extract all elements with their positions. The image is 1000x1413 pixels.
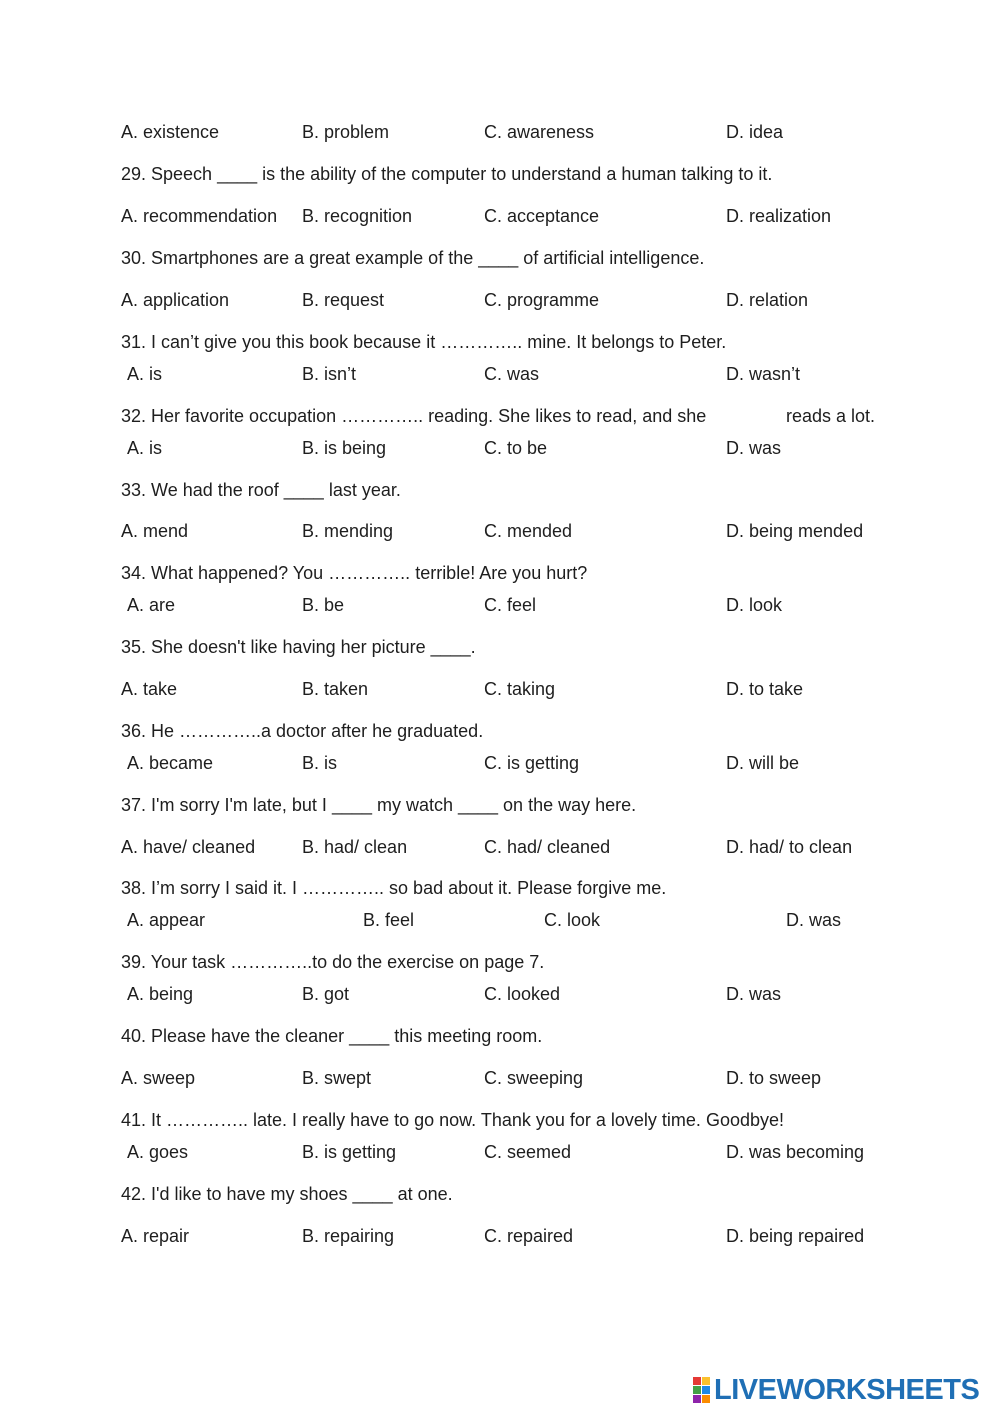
q38-stem: 38. I’m sorry I said it. I ………….. so bad about it. Please forgive me.: [121, 878, 667, 898]
q37-stem: 37. I'm sorry I'm late, but I ____ my watch ____ on the way here.: [121, 795, 637, 815]
q32-option-a[interactable]: A. is: [127, 438, 163, 458]
q30-option-c[interactable]: C. programme: [484, 290, 600, 310]
q29-option-b[interactable]: B. recognition: [302, 206, 413, 226]
logo-square-3: [693, 1386, 701, 1394]
q35-option-b[interactable]: B. taken: [302, 679, 369, 699]
q29-option-c[interactable]: C. acceptance: [484, 206, 600, 226]
q31-stem: 31. I can’t give you this book because it ………….. mine. It belongs to Peter.: [121, 332, 727, 352]
q32-option-c[interactable]: C. to be: [484, 438, 548, 458]
q41-stem: 41. It ………….. late. I really have to go now. Thank you for a lovely time. Goodbye!: [121, 1110, 784, 1130]
q42-stem: 42. I'd like to have my shoes ____ at one.: [121, 1184, 453, 1204]
q39-option-b[interactable]: B. got: [302, 984, 350, 1004]
q28-option-a[interactable]: A. existence: [121, 122, 220, 142]
q33-option-b[interactable]: B. mending: [302, 521, 394, 541]
q42-option-b[interactable]: B. repairing: [302, 1226, 395, 1246]
q37-option-a[interactable]: A. have/ cleaned: [121, 837, 256, 857]
q35-option-a[interactable]: A. take: [121, 679, 178, 699]
q38-option-c[interactable]: C. look: [544, 910, 601, 930]
q36-option-c[interactable]: C. is getting: [484, 753, 580, 773]
q32-option-b[interactable]: B. is being: [302, 438, 387, 458]
q41-option-d[interactable]: D. was becoming: [726, 1142, 865, 1162]
q31-option-a[interactable]: A. is: [127, 364, 163, 384]
q32-stem-tail: reads a lot.: [786, 406, 876, 426]
q36-option-b[interactable]: B. is: [302, 753, 338, 773]
q36-option-a[interactable]: A. became: [127, 753, 214, 773]
q34-option-c[interactable]: C. feel: [484, 595, 537, 615]
logo-mark-icon: [693, 1377, 710, 1403]
q30-option-d[interactable]: D. relation: [726, 290, 809, 310]
q39-option-a[interactable]: A. being: [127, 984, 194, 1004]
q37-option-d[interactable]: D. had/ to clean: [726, 837, 853, 857]
q28-option-c[interactable]: C. awareness: [484, 122, 595, 142]
q42-option-d[interactable]: D. being repaired: [726, 1226, 865, 1246]
logo-brand-text: LIVEWORKSHEETS: [714, 1373, 980, 1406]
q34-option-a[interactable]: A. are: [127, 595, 176, 615]
q28-option-b[interactable]: B. problem: [302, 122, 390, 142]
q40-option-a[interactable]: A. sweep: [121, 1068, 196, 1088]
q39-option-c[interactable]: C. looked: [484, 984, 561, 1004]
q34-option-d[interactable]: D. look: [726, 595, 783, 615]
q33-option-d[interactable]: D. being mended: [726, 521, 864, 541]
q35-option-d[interactable]: D. to take: [726, 679, 804, 699]
q31-option-d[interactable]: D. wasn’t: [726, 364, 801, 384]
q32-stem: 32. Her favorite occupation ………….. reading. She likes to read, and she: [121, 406, 707, 426]
q37-option-c[interactable]: C. had/ cleaned: [484, 837, 611, 857]
q33-option-c[interactable]: C. mended: [484, 521, 573, 541]
logo-square-1: [693, 1377, 701, 1385]
q37-option-b[interactable]: B. had/ clean: [302, 837, 408, 857]
q29-stem: 29. Speech ____ is the ability of the computer to understand a human talking to it.: [121, 164, 773, 184]
q29-option-d[interactable]: D. realization: [726, 206, 832, 226]
q34-stem: 34. What happened? You ………….. terrible! Are you hurt?: [121, 563, 588, 583]
q33-option-a[interactable]: A. mend: [121, 521, 189, 541]
q36-option-d[interactable]: D. will be: [726, 753, 800, 773]
q38-option-d[interactable]: D. was: [786, 910, 842, 930]
q32-option-d[interactable]: D. was: [726, 438, 782, 458]
q35-stem: 35. She doesn't like having her picture ____.: [121, 637, 476, 657]
q33-stem: 33. We had the roof ____ last year.: [121, 480, 401, 500]
logo-square-6: [702, 1395, 710, 1403]
q40-option-d[interactable]: D. to sweep: [726, 1068, 822, 1088]
q30-option-a[interactable]: A. application: [121, 290, 230, 310]
q30-option-b[interactable]: B. request: [302, 290, 385, 310]
q36-stem: 36. He …………..a doctor after he graduated.: [121, 721, 484, 741]
q39-option-d[interactable]: D. was: [726, 984, 782, 1004]
q41-option-b[interactable]: B. is getting: [302, 1142, 397, 1162]
q35-option-c[interactable]: C. taking: [484, 679, 556, 699]
q42-option-a[interactable]: A. repair: [121, 1226, 190, 1246]
liveworksheets-logo: [693, 1373, 980, 1406]
q40-stem: 40. Please have the cleaner ____ this meeting room.: [121, 1026, 543, 1046]
q29-option-a[interactable]: A. recommendation: [121, 206, 278, 226]
q30-stem: 30. Smartphones are a great example of the ____ of artificial intelligence.: [121, 248, 705, 268]
q31-option-b[interactable]: B. isn’t: [302, 364, 357, 384]
q34-option-b[interactable]: B. be: [302, 595, 345, 615]
q39-stem: 39. Your task …………..to do the exercise on page 7.: [121, 952, 545, 972]
q40-option-b[interactable]: B. swept: [302, 1068, 372, 1088]
q41-option-c[interactable]: C. seemed: [484, 1142, 572, 1162]
q38-option-a[interactable]: A. appear: [127, 910, 206, 930]
logo-square-2: [702, 1377, 710, 1385]
logo-square-4: [702, 1386, 710, 1394]
q41-option-a[interactable]: A. goes: [127, 1142, 189, 1162]
logo-square-5: [693, 1395, 701, 1403]
q31-option-c[interactable]: C. was: [484, 364, 540, 384]
q38-option-b[interactable]: B. feel: [363, 910, 415, 930]
q28-option-d[interactable]: D. idea: [726, 122, 784, 142]
q42-option-c[interactable]: C. repaired: [484, 1226, 574, 1246]
q40-option-c[interactable]: C. sweeping: [484, 1068, 584, 1088]
